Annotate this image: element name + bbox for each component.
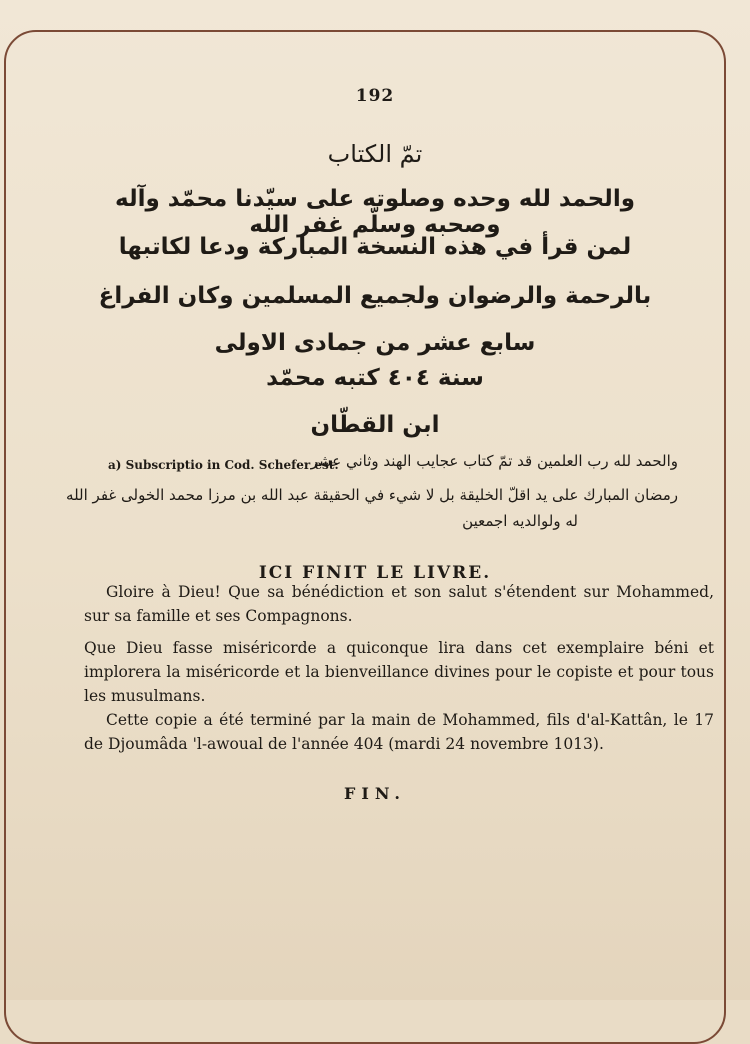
french-paragraph-3 bbox=[84, 708, 714, 756]
arabic-colophon-line-1: والحمد لله وحده وصلوته على سيّدنا محمّد وآله وصحبه وسلّم غفر الله bbox=[115, 186, 635, 238]
footnote-arabic-line-1: والحمد لله رب العلمين قد تمّ كتاب عجايب الهند وثاني عشر bbox=[310, 452, 678, 470]
arabic-colophon-line-2: لمن قرأ في هذه النسخة المباركة ودعا لكاتبها bbox=[118, 234, 632, 260]
french-paragraph-3-text: Cette copie a été terminé par la main de Mohammed, fils d'al-Kattân, le 17 de Djoumâda 'l-awoual de l'année 404 (mardi 24 novembre 1013). bbox=[84, 711, 714, 753]
page-number: 192 bbox=[355, 86, 395, 106]
page-border-frame bbox=[4, 30, 726, 1044]
end-marker: FIN. bbox=[343, 784, 406, 803]
french-paragraph-2-text: Que Dieu fasse miséricorde a quiconque lira dans cet exemplaire béni et implorera la miséricorde et la bienveillance divines pour le copiste et pour tous les musulmans. bbox=[84, 639, 714, 705]
footnote-label: a) Subscriptio in Cod. Schefer est: bbox=[108, 458, 339, 472]
footnote-arabic-line-2: رمضان المبارك على يد اقلّ الخليقة بل لا شيء في الحقيقة عبد الله بن مرزا محمد الخولى غفر الله bbox=[66, 486, 678, 504]
french-paragraph-1 bbox=[84, 580, 714, 628]
french-paragraph-1-text: Gloire à Dieu! Que sa bénédiction et son salut s'étendent sur Mohammed, sur sa famille et ses Compagnons. bbox=[84, 583, 714, 625]
french-heading: ICI FINIT LE LIVRE. bbox=[258, 563, 492, 583]
footnote-first-line bbox=[108, 452, 678, 482]
arabic-colophon-line-3: بالرحمة والرضوان ولجميع المسلمين وكان الفراغ bbox=[98, 283, 652, 309]
arabic-colophon-title: تمّ الكتاب bbox=[327, 140, 423, 168]
arabic-colophon-line-5: سنة ٤٠٤ كتبه محمّد bbox=[266, 365, 484, 391]
footnote-arabic-line-3: له ولوالديه اجمعين bbox=[462, 512, 578, 530]
arabic-colophon-line-4: سابع عشر من جمادى الاولى bbox=[214, 330, 536, 356]
arabic-colophon-line-6: ابن القطّان bbox=[310, 412, 440, 438]
french-paragraph-2 bbox=[84, 636, 714, 708]
